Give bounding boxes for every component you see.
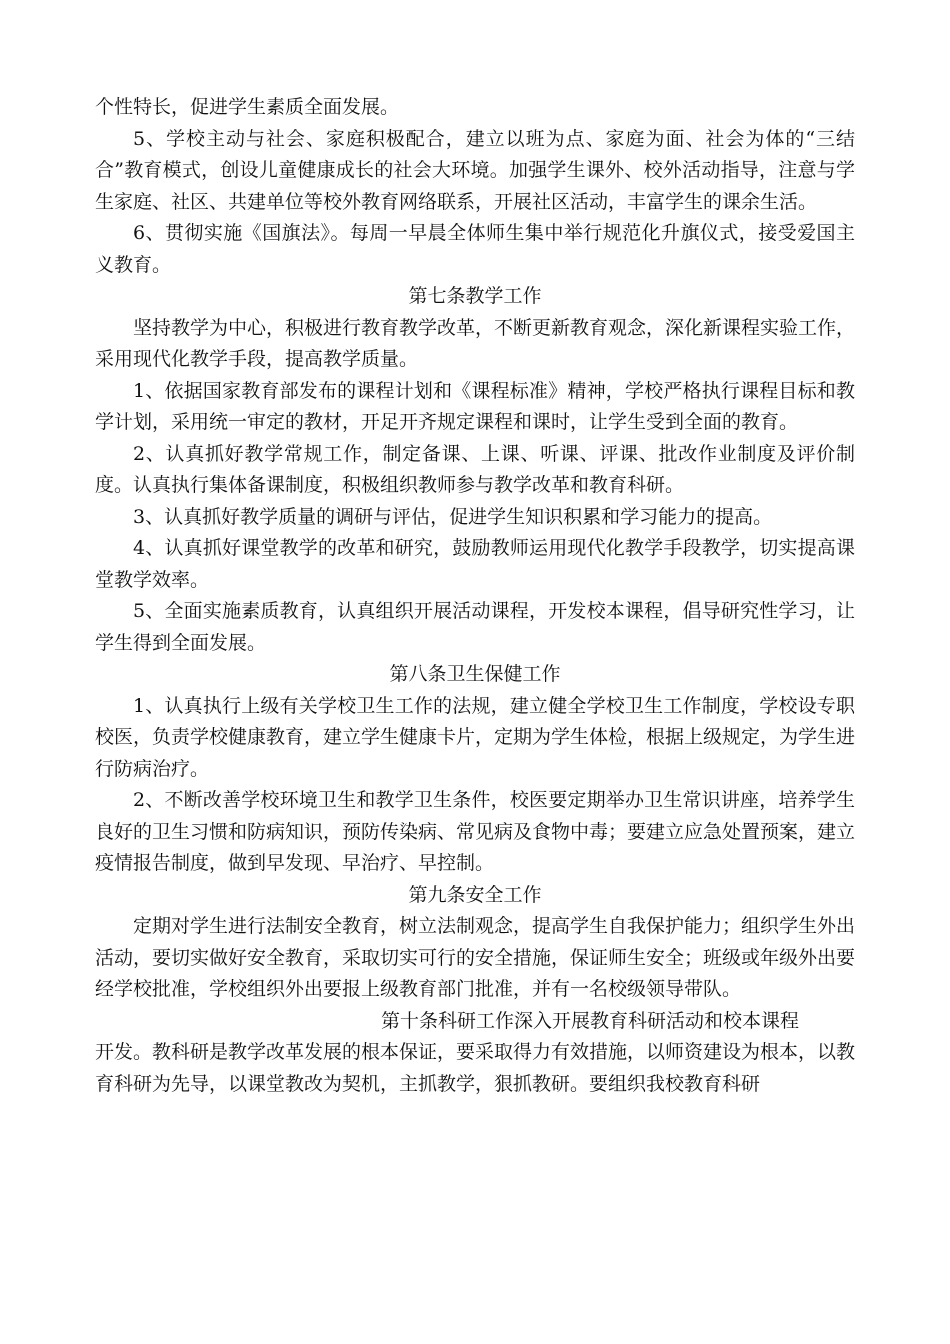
section-heading-article-7: 第七条教学工作: [408, 285, 542, 307]
document-page: [95, 92, 855, 1100]
section-heading-article-8: 第八条卫生保健工作: [389, 663, 561, 685]
section-heading-article-9: 第九条安全工作: [408, 883, 542, 906]
paragraph-continuation: 个性特长，促进学生素质全面发展。: [95, 96, 400, 118]
paragraph-item-5-home-school: 5、学校主动与社会、家庭积极配合，建立以班为点、家庭为面、社会为体的“三结合”教育模式，创设儿童健康成长的社会大环境。加强学生课外、校外活动指导，注意与学生家庭、社区、共建单位等校外教育网络联系，开展社区活动，丰富学生的课余生活。: [95, 127, 855, 213]
paragraph-item-6-flag-law: 6、贯彻实施《国旗法》。每周一早晨全体师生集中举行规范化升旗仪式，接受爱国主义教育。: [95, 222, 855, 276]
paragraph-health-item-1: 1、认真执行上级有关学校卫生工作的法规，建立健全学校卫生工作制度，学校设专职校医，负责学校健康教育，建立学生健康卡片，定期为学生体检，根据上级规定，为学生进行防病治疗。: [95, 694, 856, 780]
paragraph-teaching-intro: 坚持教学为中心，积极进行教育教学改革，不断更新教育观念，深化新课程实验工作，采用现代化教学手段，提高教学质量。: [95, 316, 856, 370]
paragraph-teaching-item-1: 1、依据国家教育部发布的课程计划和《课程标准》精神，学校严格执行课程目标和教学计划，采用统一审定的教材，开足开齐规定课程和课时，让学生受到全面的教育。: [95, 379, 855, 433]
paragraph-research: 开发。教科研是教学改革发展的根本保证，要采取得力有效措施，以师资建设为根本，以教育科研为先导，以课堂教改为契机，主抓教学，狠抓教研。要组织我校教育科研: [95, 1041, 856, 1095]
paragraph-teaching-item-3: 3、认真抓好教学质量的调研与评估，促进学生知识积累和学习能力的提高。: [133, 505, 773, 528]
paragraph-safety: 定期对学生进行法制安全教育，树立法制观念，提高学生自我保护能力；组织学生外出活动，要切实做好安全教育，采取切实可行的安全措施，保证师生安全；班级或年级外出要经学校批准，学校组织外出要报上级教育部门批准，并有一名校级领导带队。: [95, 915, 856, 1000]
paragraph-teaching-item-2: 2、认真抓好教学常规工作，制定备课、上课、听课、评课、批改作业制度及评价制度。认真执行集体备课制度，积极组织教师参与教学改革和教育科研。: [95, 442, 855, 496]
paragraph-teaching-item-5: 5、全面实施素质教育，认真组织开展活动课程，开发校本课程，倡导研究性学习，让学生得到全面发展。: [95, 600, 855, 654]
paragraph-health-item-2: 2、不断改善学校环境卫生和教学卫生条件，校医要定期举办卫生常识讲座，培养学生良好的卫生习惯和防病知识，预防传染病、常见病及食物中毒；要建立应急处置预案，建立疫情报告制度，做到早发现、早治疗、早控制。: [95, 789, 856, 874]
section-heading-article-10: 第十条科研工作深入开展教育科研活动和校本课程: [381, 1009, 800, 1032]
paragraph-teaching-item-4: 4、认真抓好课堂教学的改革和研究，鼓励教师运用现代化教学手段教学，切实提高课堂教学效率。: [95, 537, 855, 591]
